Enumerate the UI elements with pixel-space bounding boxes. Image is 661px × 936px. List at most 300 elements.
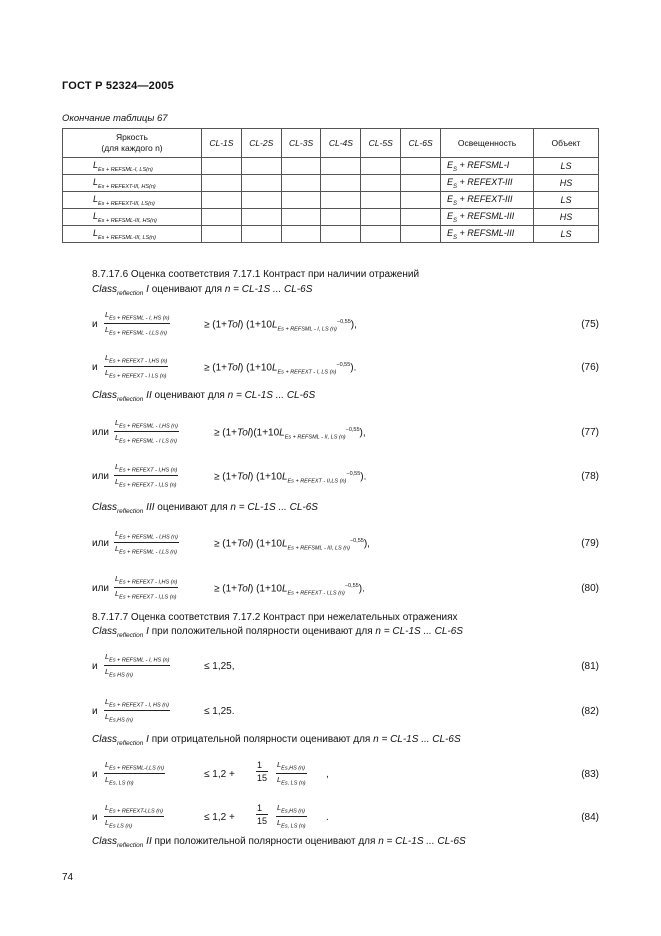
denominator-subscript: Es, LS (n) bbox=[109, 780, 134, 786]
fraction-denominator bbox=[114, 476, 178, 489]
illuminance-value: + REFEXT-III bbox=[457, 176, 513, 187]
rhs-part: ≤ 1,2 + bbox=[204, 769, 235, 780]
equation-prefix: и bbox=[92, 812, 98, 823]
class-text: оценивают для bbox=[154, 502, 231, 513]
symbol-L: L bbox=[105, 367, 110, 377]
empty-cell bbox=[361, 209, 401, 226]
class-word: Class bbox=[92, 734, 118, 745]
class-range: n = CL-1S ... CL-6S bbox=[373, 734, 461, 745]
fraction-denominator bbox=[104, 367, 168, 380]
table-header-row bbox=[63, 129, 599, 158]
class-word: Class bbox=[92, 502, 118, 513]
empty-cell bbox=[321, 175, 361, 192]
numerator-subscript: Es + REFSML - I,HS (n) bbox=[119, 423, 178, 430]
rhs-exponent: −0,55 bbox=[345, 427, 360, 433]
rhs-exponent: −0,55 bbox=[336, 319, 351, 325]
numerator-subscript: Es,HS (n) bbox=[281, 808, 306, 815]
row-object: LS bbox=[534, 226, 599, 243]
table-row bbox=[63, 192, 599, 209]
luminance-subscript: Es + REFSML-I, LS(n) bbox=[98, 166, 153, 173]
fraction-numerator bbox=[104, 803, 164, 817]
equation-79 bbox=[92, 529, 599, 559]
equation-81 bbox=[92, 652, 599, 682]
symbol-L: L bbox=[277, 774, 282, 784]
fraction-denominator bbox=[114, 543, 179, 556]
section-8-7-17-6-title: 8.7.17.6 Оценка соответствия 7.17.1 Контраст при наличии отражений bbox=[92, 269, 420, 280]
numerator-subscript: Es + REFSML - I, HS (n) bbox=[109, 657, 170, 664]
tolerance-symbol: Tol bbox=[237, 583, 250, 595]
equation-number: (75) bbox=[581, 319, 599, 330]
symbol-L: L bbox=[279, 427, 285, 439]
fraction-numerator bbox=[104, 353, 168, 367]
header-luminance-title: Яркость bbox=[116, 132, 148, 142]
empty-cell bbox=[202, 209, 242, 226]
class-line-1 bbox=[92, 284, 312, 297]
symbol-L: L bbox=[105, 697, 110, 706]
header-cl-4s: CL-4S bbox=[321, 129, 361, 158]
equation-prefix: или bbox=[92, 538, 110, 549]
rhs-part: ≥ (1+ bbox=[204, 362, 227, 374]
tolerance-symbol: Tol bbox=[237, 471, 250, 483]
fraction-denominator bbox=[104, 666, 170, 679]
fraction-numerator: 1 bbox=[256, 803, 268, 815]
rhs-part: ≥ (1+ bbox=[204, 319, 227, 331]
illuminance-subscript: S bbox=[453, 183, 458, 190]
row-luminance bbox=[63, 226, 202, 243]
equation-number: (77) bbox=[581, 427, 599, 438]
row-luminance bbox=[63, 158, 202, 175]
equation-rhs bbox=[214, 538, 370, 551]
row-illuminance bbox=[441, 175, 534, 192]
main-fraction bbox=[114, 574, 178, 600]
numerator-subscript: Es + REFEXT - I,HS (n) bbox=[119, 579, 178, 586]
numerator-subscript: Es + REFEXT - I,HS (n) bbox=[119, 467, 178, 474]
equation-number: (83) bbox=[581, 769, 599, 780]
numerator-subscript: Es + REFEXT - I, HS (n) bbox=[109, 702, 169, 709]
denominator-subscript: Es, LS (n) bbox=[281, 780, 306, 786]
empty-cell bbox=[321, 209, 361, 226]
symbol-L: L bbox=[277, 817, 282, 827]
denominator-subscript: Es + REFSML - I LS (n) bbox=[119, 438, 177, 444]
illuminance-symbol: E bbox=[447, 176, 454, 187]
class-numeral: I bbox=[143, 626, 149, 637]
empty-cell bbox=[321, 192, 361, 209]
table-row bbox=[63, 158, 599, 175]
class-word: Class bbox=[92, 390, 118, 401]
symbol-L: L bbox=[105, 310, 110, 319]
equation-83 bbox=[92, 760, 599, 790]
row-illuminance bbox=[441, 209, 534, 226]
denominator-subscript: Es LS (n) bbox=[109, 823, 133, 829]
document-header: ГОСТ Р 52324—2005 bbox=[62, 80, 174, 92]
empty-cell bbox=[281, 175, 321, 192]
equation-number: (81) bbox=[581, 661, 599, 672]
equation-rhs bbox=[204, 706, 235, 717]
numerator-subscript: Es + REFSML-I,LS (n) bbox=[109, 765, 165, 772]
class-subscript: reflection bbox=[117, 290, 144, 297]
class-range: n = CL-1S ... CL-6S bbox=[224, 284, 313, 295]
rhs-end: ). bbox=[360, 471, 367, 483]
header-cl-5s: CL-5S bbox=[361, 129, 401, 158]
tolerance-symbol: Tol bbox=[227, 319, 240, 331]
row-illuminance bbox=[441, 192, 534, 209]
rhs-end: ). bbox=[350, 362, 357, 374]
equation-rhs bbox=[214, 427, 366, 440]
illuminance-symbol: E bbox=[447, 210, 454, 221]
symbol-L: L bbox=[115, 476, 120, 486]
denominator-subscript: Es + REFEXT - I,LS (n) bbox=[119, 482, 177, 488]
main-fraction bbox=[104, 803, 164, 829]
class-word: Class bbox=[92, 836, 118, 847]
equation-rhs bbox=[214, 583, 365, 596]
equation-prefix: и bbox=[92, 769, 98, 780]
fraction-numerator bbox=[114, 529, 179, 543]
empty-cell bbox=[202, 158, 242, 175]
empty-cell bbox=[281, 226, 321, 243]
class-subscript: reflection bbox=[117, 740, 144, 747]
symbol-L: L bbox=[281, 583, 288, 595]
main-fraction bbox=[114, 529, 179, 555]
main-fraction bbox=[114, 418, 179, 444]
empty-cell bbox=[401, 175, 441, 192]
empty-cell bbox=[321, 158, 361, 175]
row-illuminance bbox=[441, 158, 534, 175]
equation-76 bbox=[92, 353, 599, 383]
illuminance-symbol: E bbox=[447, 159, 454, 170]
class-numeral: II bbox=[143, 390, 152, 401]
illuminance-subscript: S bbox=[453, 234, 458, 241]
rhs-part: ≤ 1,25, bbox=[204, 661, 235, 672]
symbol-L: L bbox=[105, 774, 110, 784]
empty-cell bbox=[241, 175, 281, 192]
table-caption: Окончание таблицы 67 bbox=[62, 113, 168, 124]
luminance-symbol: L bbox=[93, 210, 99, 221]
fraction-denominator bbox=[104, 711, 170, 724]
rhs-part: ≥ (1+ bbox=[214, 538, 237, 550]
illuminance-value: + REFSML-I bbox=[457, 159, 510, 170]
empty-cell bbox=[281, 209, 321, 226]
fraction-denominator bbox=[114, 588, 178, 601]
class-numeral: II bbox=[143, 836, 152, 847]
illuminance-symbol: E bbox=[447, 227, 454, 238]
symbol-L: L bbox=[115, 418, 120, 427]
fraction-denominator bbox=[276, 774, 307, 787]
row-object: HS bbox=[534, 175, 599, 192]
empty-cell bbox=[361, 192, 401, 209]
empty-cell bbox=[281, 192, 321, 209]
rhs-part: ) (1+10 bbox=[249, 538, 282, 550]
table-row bbox=[63, 175, 599, 192]
class-line-3 bbox=[92, 502, 318, 515]
table-body bbox=[63, 158, 599, 243]
header-cl-3s: CL-3S bbox=[281, 129, 321, 158]
denominator-subscript: Es + REFSML - I,LS (n) bbox=[109, 330, 167, 336]
numerator-subscript: Es + REFEXT - I,HS (n) bbox=[109, 358, 168, 365]
denominator-subscript: Es, LS (n) bbox=[281, 823, 306, 829]
page-number: 74 bbox=[62, 872, 74, 883]
rhs-subscript: Es + REFEXT - II,LS (n) bbox=[287, 478, 347, 485]
symbol-L: L bbox=[115, 462, 120, 471]
row-object: LS bbox=[534, 158, 599, 175]
rhs-exponent: −0,55 bbox=[346, 471, 361, 477]
fraction-numerator bbox=[104, 697, 170, 711]
equation-rhs bbox=[204, 661, 235, 672]
symbol-L: L bbox=[105, 652, 110, 661]
row-luminance bbox=[63, 192, 202, 209]
equation-78 bbox=[92, 462, 599, 492]
equation-end: . bbox=[326, 812, 329, 823]
denominator-subscript: Es,HS (n) bbox=[109, 717, 134, 723]
class-subscript: reflection bbox=[117, 508, 144, 515]
rhs-end: ). bbox=[358, 583, 365, 595]
class-numeral: III bbox=[143, 502, 155, 513]
class-range: n = CL-1S ... CL-6S bbox=[378, 836, 466, 847]
rhs-part: ) (1+10 bbox=[239, 319, 272, 331]
luminance-symbol: L bbox=[93, 193, 99, 204]
empty-cell bbox=[361, 175, 401, 192]
rhs-exponent: −0,55 bbox=[349, 538, 364, 544]
illuminance-value: + REFSML-III bbox=[457, 227, 515, 238]
section-8-7-17-7-title: 8.7.17.7 Оценка соответствия 7.17.2 Контраст при нежелательных отражениях bbox=[92, 612, 458, 623]
row-illuminance bbox=[441, 226, 534, 243]
tolerance-symbol: Tol bbox=[237, 538, 250, 550]
equation-number: (80) bbox=[581, 583, 599, 594]
class-text: при отрицательной полярности оценивают для bbox=[148, 734, 374, 745]
main-fraction bbox=[104, 697, 170, 723]
class-line-5 bbox=[92, 734, 461, 747]
tolerance-symbol: Tol bbox=[237, 427, 250, 439]
luminance-subscript: Es + REFEXT-III, LS(n) bbox=[98, 200, 155, 207]
fraction-denominator bbox=[114, 432, 179, 445]
rhs-end: ), bbox=[363, 538, 370, 550]
empty-cell bbox=[202, 226, 242, 243]
illuminance-symbol: E bbox=[447, 193, 454, 204]
class-text: при положительной полярности оценивают для bbox=[151, 836, 379, 847]
rhs-exponent: −0,55 bbox=[344, 583, 359, 589]
coefficient-fraction bbox=[256, 760, 268, 783]
main-fraction bbox=[104, 652, 170, 678]
equation-prefix: или bbox=[92, 471, 110, 482]
symbol-L: L bbox=[115, 543, 120, 553]
equation-rhs bbox=[204, 769, 235, 780]
empty-cell bbox=[361, 158, 401, 175]
class-subscript: reflection bbox=[117, 632, 144, 639]
symbol-L: L bbox=[271, 362, 278, 374]
class-subscript: reflection bbox=[117, 842, 144, 849]
luminance-subscript: Es + REFSML-III, LS(n) bbox=[98, 234, 156, 241]
illuminance-subscript: S bbox=[453, 166, 458, 173]
equation-rhs bbox=[204, 362, 356, 375]
fraction-numerator bbox=[114, 418, 179, 432]
symbol-L: L bbox=[271, 319, 278, 331]
symbol-L: L bbox=[105, 353, 110, 362]
luminance-symbol: L bbox=[93, 227, 99, 238]
fraction-numerator: 1 bbox=[256, 760, 268, 772]
fraction-denominator bbox=[104, 774, 165, 787]
equation-prefix: и bbox=[92, 706, 98, 717]
equation-prefix: и bbox=[92, 661, 98, 672]
symbol-L: L bbox=[277, 760, 282, 769]
symbol-L: L bbox=[105, 803, 110, 812]
luminance-symbol: L bbox=[93, 159, 99, 170]
fraction-denominator bbox=[104, 817, 164, 830]
equation-rhs bbox=[204, 319, 357, 332]
symbol-L: L bbox=[105, 760, 110, 769]
equation-number: (84) bbox=[581, 812, 599, 823]
equation-rhs bbox=[204, 812, 235, 823]
fraction-numerator bbox=[276, 803, 307, 817]
empty-cell bbox=[241, 209, 281, 226]
equation-prefix: или bbox=[92, 427, 110, 438]
equation-rhs bbox=[214, 471, 366, 484]
rhs-subscript: Es + REFSML - III, LS (n) bbox=[287, 545, 350, 552]
symbol-L: L bbox=[105, 666, 110, 676]
class-line-2 bbox=[92, 390, 315, 403]
rhs-end: ), bbox=[350, 319, 357, 331]
luminance-subscript: Es + REFSML-III, HS(n) bbox=[98, 217, 157, 224]
luminance-symbol: L bbox=[93, 176, 99, 187]
ratio-fraction bbox=[276, 760, 307, 786]
fraction-denominator bbox=[104, 324, 170, 337]
fraction-numerator bbox=[104, 760, 165, 774]
symbol-L: L bbox=[115, 574, 120, 583]
equation-prefix: или bbox=[92, 583, 110, 594]
rhs-subscript: Es + REFSML - I, LS (n) bbox=[277, 326, 337, 333]
header-cl-6s: CL-6S bbox=[401, 129, 441, 158]
fraction-denominator bbox=[276, 817, 307, 830]
rhs-part: ≤ 1,25. bbox=[204, 706, 235, 717]
rhs-part: ) (1+10 bbox=[249, 583, 282, 595]
equation-number: (78) bbox=[581, 471, 599, 482]
header-illuminance: Освещенность bbox=[441, 129, 534, 158]
rhs-part: ≥ (1+ bbox=[214, 583, 237, 595]
empty-cell bbox=[361, 226, 401, 243]
symbol-L: L bbox=[105, 711, 110, 721]
luminance-table bbox=[62, 128, 599, 243]
symbol-L: L bbox=[105, 817, 110, 827]
rhs-part: ) (1+10 bbox=[249, 471, 282, 483]
equation-75 bbox=[92, 310, 599, 340]
numerator-subscript: Es + REFEXT-I,LS (n) bbox=[109, 808, 163, 815]
empty-cell bbox=[202, 175, 242, 192]
illuminance-value: + REFSML-III bbox=[457, 210, 515, 221]
fraction-numerator bbox=[104, 652, 170, 666]
rhs-part: ≥ (1+ bbox=[214, 471, 237, 483]
row-object: HS bbox=[534, 209, 599, 226]
equation-77 bbox=[92, 418, 599, 448]
row-object: LS bbox=[534, 192, 599, 209]
main-fraction bbox=[114, 462, 178, 488]
class-word: Class bbox=[92, 284, 118, 295]
symbol-L: L bbox=[115, 588, 120, 598]
equation-number: (82) bbox=[581, 706, 599, 717]
numerator-subscript: Es + REFSML - I,HS (n) bbox=[119, 534, 178, 541]
main-fraction bbox=[104, 760, 165, 786]
numerator-subscript: Es + REFSML - I, HS (n) bbox=[109, 315, 170, 322]
coefficient-fraction bbox=[256, 803, 268, 826]
tolerance-symbol: Tol bbox=[227, 362, 240, 374]
class-text: при положительной полярности оценивают для bbox=[148, 626, 376, 637]
symbol-L: L bbox=[281, 471, 288, 483]
rhs-subscript: Es + REFSML - II, LS (n) bbox=[284, 434, 346, 441]
header-luminance-note: (для каждого n) bbox=[101, 143, 163, 153]
rhs-subscript: Es + REFEXT - I, LS (n) bbox=[277, 369, 337, 376]
equation-end: , bbox=[326, 769, 329, 780]
symbol-L: L bbox=[281, 538, 288, 550]
symbol-L: L bbox=[115, 432, 120, 442]
empty-cell bbox=[281, 158, 321, 175]
empty-cell bbox=[401, 192, 441, 209]
rhs-part: ≥ (1+ bbox=[214, 427, 237, 439]
fraction-numerator bbox=[276, 760, 307, 774]
row-luminance bbox=[63, 175, 202, 192]
main-fraction bbox=[104, 353, 168, 379]
header-luminance bbox=[63, 129, 202, 158]
empty-cell bbox=[401, 209, 441, 226]
header-object: Объект bbox=[534, 129, 599, 158]
illuminance-subscript: S bbox=[453, 200, 458, 207]
rhs-part: )(1+10 bbox=[249, 427, 280, 439]
denominator-subscript: Es + REFEXT - I,LS (n) bbox=[119, 594, 177, 600]
symbol-L: L bbox=[105, 324, 110, 334]
rhs-end: ), bbox=[359, 427, 366, 439]
numerator-subscript: Es,HS (n) bbox=[281, 765, 306, 772]
table-row bbox=[63, 209, 599, 226]
ratio-fraction bbox=[276, 803, 307, 829]
luminance-subscript: Es + REFEXT-III, HS(n) bbox=[98, 183, 156, 190]
equation-82 bbox=[92, 697, 599, 727]
empty-cell bbox=[202, 192, 242, 209]
equation-84 bbox=[92, 803, 599, 833]
header-cl-1s: CL-1S bbox=[202, 129, 242, 158]
class-text: оценивают для bbox=[151, 390, 228, 401]
denominator-subscript: Es HS (n) bbox=[109, 672, 134, 678]
denominator-subscript: Es + REFEXT - I LS (n) bbox=[109, 373, 167, 379]
class-numeral: I bbox=[143, 284, 149, 295]
equation-number: (79) bbox=[581, 538, 599, 549]
rhs-exponent: −0,55 bbox=[336, 362, 351, 368]
fraction-denominator: 15 bbox=[257, 773, 268, 783]
denominator-subscript: Es + REFSML - I,LS (n) bbox=[119, 549, 177, 555]
table-row bbox=[63, 226, 599, 243]
fraction-numerator bbox=[114, 462, 178, 476]
rhs-part: ) (1+10 bbox=[239, 362, 272, 374]
illuminance-subscript: S bbox=[453, 217, 458, 224]
empty-cell bbox=[241, 226, 281, 243]
class-text: оценивают для bbox=[148, 284, 225, 295]
class-range: n = CL-1S ... CL-6S bbox=[230, 502, 318, 513]
illuminance-value: + REFEXT-III bbox=[457, 193, 513, 204]
symbol-L: L bbox=[115, 529, 120, 538]
class-line-4 bbox=[92, 626, 463, 639]
header-cl-2s: CL-2S bbox=[241, 129, 281, 158]
empty-cell bbox=[321, 226, 361, 243]
symbol-L: L bbox=[277, 803, 282, 812]
empty-cell bbox=[241, 192, 281, 209]
fraction-numerator bbox=[114, 574, 178, 588]
equation-prefix: и bbox=[92, 319, 98, 330]
class-range: n = CL-1S ... CL-6S bbox=[227, 390, 316, 401]
class-numeral: I bbox=[143, 734, 149, 745]
class-range: n = CL-1S ... CL-6S bbox=[375, 626, 463, 637]
fraction-numerator bbox=[104, 310, 170, 324]
fraction-denominator: 15 bbox=[257, 816, 268, 826]
equation-prefix: и bbox=[92, 362, 98, 373]
class-subscript: reflection bbox=[117, 396, 144, 403]
rhs-part: ≤ 1,2 + bbox=[204, 812, 235, 823]
main-fraction bbox=[104, 310, 170, 336]
empty-cell bbox=[401, 226, 441, 243]
